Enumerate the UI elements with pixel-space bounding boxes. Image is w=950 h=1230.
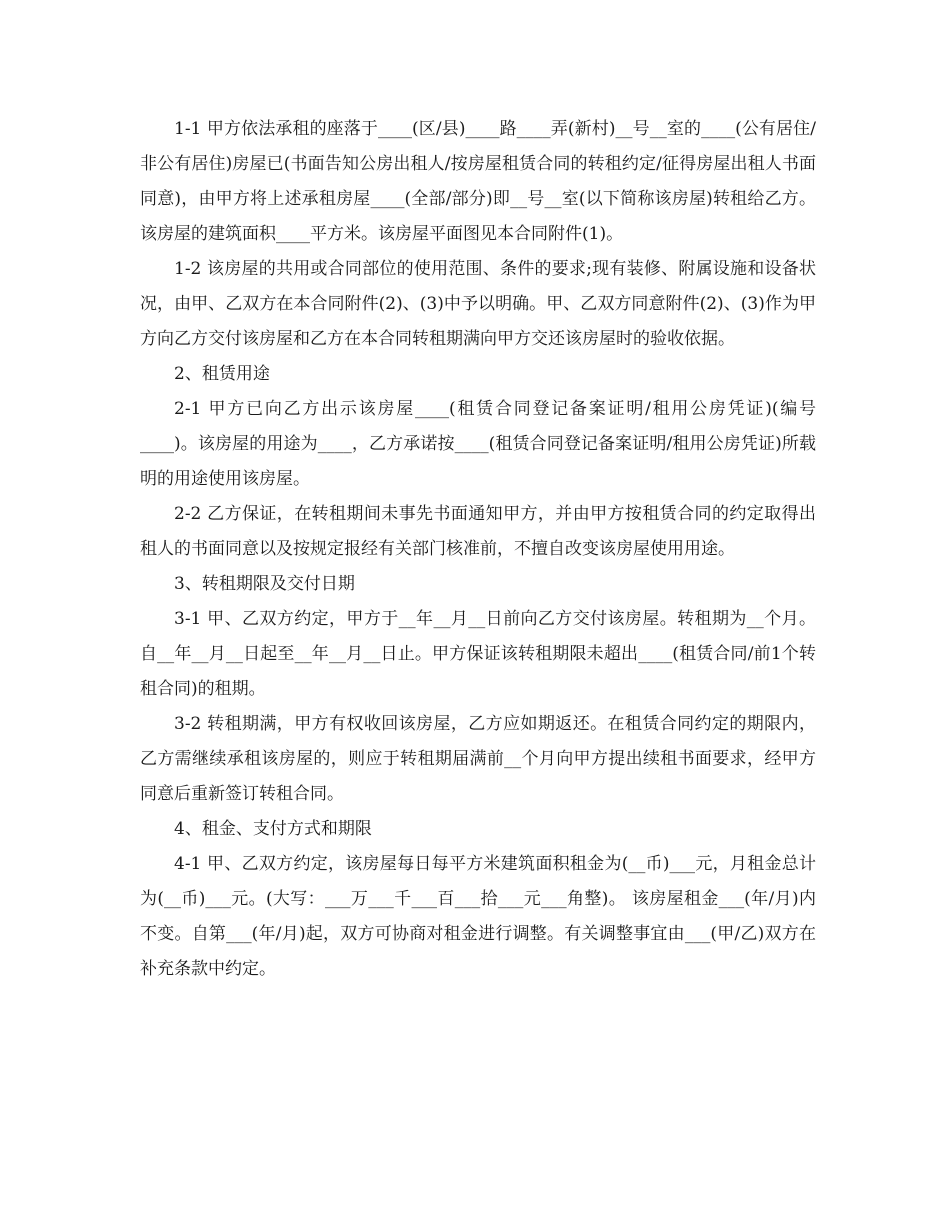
clause-3-2: 3-2 转租期满，甲方有权收回该房屋，乙方应如期返还。在租赁合同约定的期限内，乙方需继续承租该房屋的，则应于转租期届满前__个月向甲方提出续租书面要求，经甲方同意后重新签订转租合同。: [140, 714, 816, 804]
clause-3-1: 3-1 甲、乙双方约定，甲方于__年__月__日前向乙方交付该房屋。转租期为__个月。自__年__月__日起至__年__月__日止。甲方保证该转租期限未超出____(租赁合同/前1个转租合同)的租期。: [140, 609, 816, 699]
clause-4-1: 4-1 甲、乙双方约定，该房屋每日每平方米建筑面积租金为(__币)___元，月租金总计为(__币)___元。(大写：___万___千___百___拾___元___角整)。 该房屋租金___(年/月)内不变。自第___(年/月)起，双方可协商对租金进行调整。有关调整事宜由___(甲/乙)双方在补充条款中约定。: [140, 854, 816, 979]
clause-2-1: 2-1 甲方已向乙方出示该房屋____(租赁合同登记备案证明/租用公房凭证)(编号____)。该房屋的用途为____，乙方承诺按____(租赁合同登记备案证明/租用公房凭证)所载明的用途使用该房屋。: [140, 399, 816, 489]
section-heading-2: 2、租赁用途: [174, 364, 270, 384]
section-heading-3: 3、转租期限及交付日期: [174, 574, 355, 594]
clause-2-2: 2-2 乙方保证，在转租期间未事先书面通知甲方，并由甲方按租赁合同的约定取得出租人的书面同意以及按规定报经有关部门核准前，不擅自改变该房屋使用用途。: [140, 504, 816, 559]
clause-1-1: 1-1 甲方依法承租的座落于____(区/县)____路____弄(新村)__号__室的____(公有居住/非公有居住)房屋已(书面告知公房出租人/按房屋租赁合同的转租约定/征得房屋出租人书面同意)，由甲方将上述承租房屋____(全部/部分)即__号__室(以下简称该房屋)转租给乙方。该房屋的建筑面积____平方米。该房屋平面图见本合同附件(1)。: [140, 119, 816, 244]
document-body: [140, 112, 816, 987]
section-heading-4: 4、租金、支付方式和期限: [174, 819, 372, 839]
clause-1-2: 1-2 该房屋的共用或合同部位的使用范围、条件的要求;现有装修、附属设施和设备状况，由甲、乙双方在本合同附件(2)、(3)中予以明确。甲、乙双方同意附件(2)、(3)作为甲方向乙方交付该房屋和乙方在本合同转租期满向甲方交还该房屋时的验收依据。: [140, 259, 816, 349]
